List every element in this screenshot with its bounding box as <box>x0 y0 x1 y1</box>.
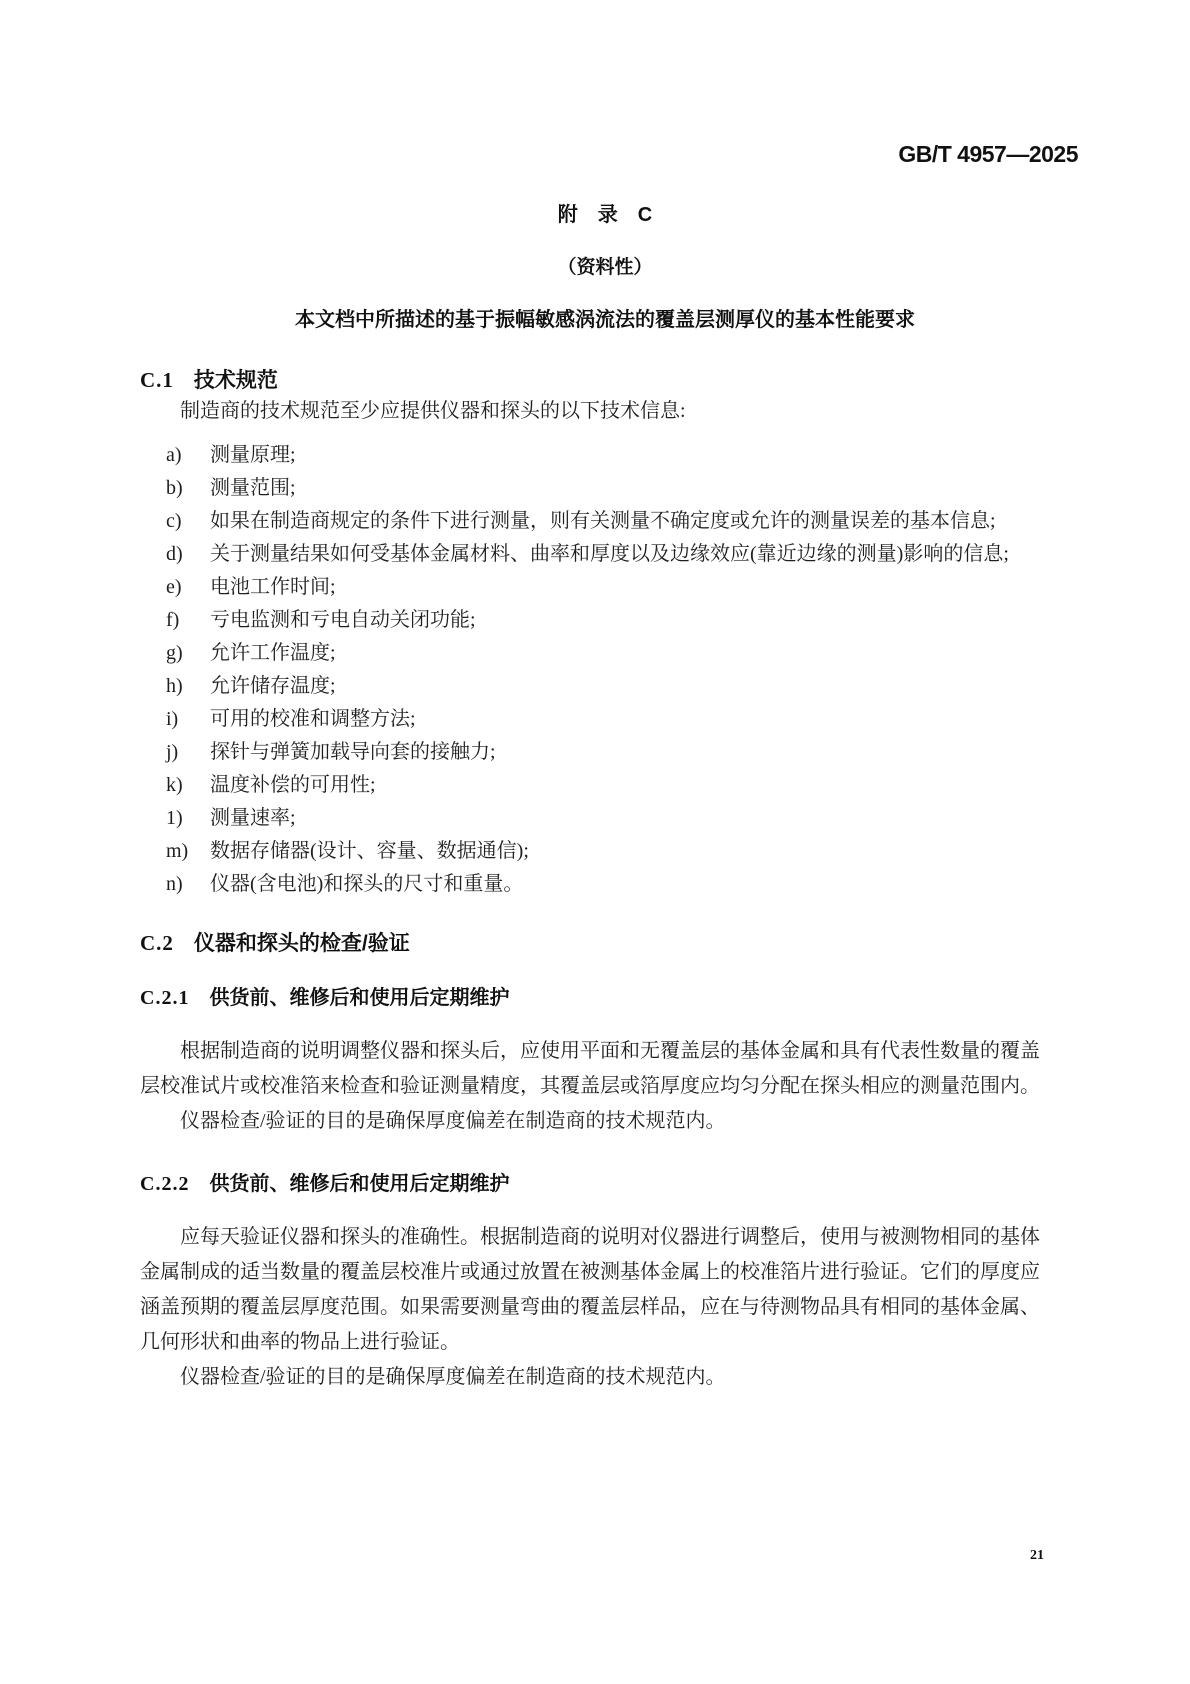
list-item <box>140 637 1070 670</box>
section-c2-number: C.2 <box>140 931 174 955</box>
list-item-label: c) <box>166 510 182 532</box>
list-item-text: 温度补偿的可用性; <box>210 774 376 796</box>
list-item <box>140 604 1070 637</box>
c1-item-list <box>140 439 1070 901</box>
list-item-label: m) <box>166 840 189 862</box>
list-item-label: i) <box>166 708 179 730</box>
list-item-label: a) <box>166 444 182 466</box>
list-item <box>140 439 1070 472</box>
list-item-label: e) <box>166 576 182 598</box>
list-item <box>140 802 1070 835</box>
list-item <box>140 670 1070 703</box>
paragraph-line: 金属制成的适当数量的覆盖层校准片或通过放置在被测基体金属上的校准箔片进行验证。它们的厚度应 <box>140 1261 1040 1283</box>
paragraph-line: 几何形状和曲率的物品上进行验证。 <box>140 1331 460 1353</box>
page-content <box>140 0 1070 1395</box>
c22-paragraph <box>140 1220 1070 1395</box>
list-item-text: 电池工作时间; <box>210 576 336 598</box>
c1-intro: 制造商的技术规范至少应提供仪器和探头的以下技术信息: <box>180 400 686 422</box>
list-item-text: 仪器(含电池)和探头的尺寸和重量。 <box>210 873 524 895</box>
appendix-informative-tag: （资料性） <box>557 257 653 278</box>
section-c22-title: 供货前、维修后和使用后定期维护 <box>209 1173 510 1195</box>
list-item <box>140 538 1070 571</box>
paragraph-line: 仪器检查/验证的目的是确保厚度偏差在制造商的技术规范内。 <box>180 1110 726 1132</box>
list-item <box>140 571 1070 604</box>
list-item-label: b) <box>166 477 183 499</box>
list-item-text: 允许储存温度; <box>210 675 336 697</box>
list-item-text: 关于测量结果如何受基体金属材料、曲率和厚度以及边缘效应(靠近边缘的测量)影响的信息; <box>210 543 1009 565</box>
list-item <box>140 505 1070 538</box>
list-item-text: 可用的校准和调整方法; <box>210 708 416 730</box>
appendix-label: 附 录 C <box>557 204 653 226</box>
section-c21-title: 供货前、维修后和使用后定期维护 <box>209 987 510 1009</box>
section-c1-number: C.1 <box>140 368 174 392</box>
list-item <box>140 472 1070 505</box>
list-item-text: 允许工作温度; <box>210 642 336 664</box>
list-item-label: d) <box>166 543 183 565</box>
section-c2-title: 仪器和探头的检查/验证 <box>193 932 410 955</box>
list-item <box>140 703 1070 736</box>
list-item-label: g) <box>166 642 183 664</box>
list-item <box>140 868 1070 901</box>
section-c2-heading <box>140 927 1070 957</box>
section-c21-number: C.2.1 <box>140 987 190 1009</box>
list-item-text: 测量范围; <box>210 477 296 499</box>
list-item-text: 测量原理; <box>210 444 296 466</box>
list-item-label: k) <box>166 774 183 796</box>
list-item-label: f) <box>166 609 180 631</box>
section-c22-heading <box>140 1167 1070 1196</box>
doc-number: GB/T 4957—2025 <box>898 141 1078 167</box>
section-c1-heading <box>140 364 1070 394</box>
paragraph-line: 涵盖预期的覆盖层厚度范围。如果需要测量弯曲的覆盖层样品，应在与待测物品具有相同的基体金属、 <box>140 1296 1040 1318</box>
paragraph-line: 应每天验证仪器和探头的准确性。根据制造商的说明对仪器进行调整后，使用与被测物相同的基体 <box>180 1226 1040 1248</box>
section-c22-number: C.2.2 <box>140 1173 190 1195</box>
list-item <box>140 769 1070 802</box>
list-item-text: 数据存储器(设计、容量、数据通信); <box>210 840 529 862</box>
list-item-text: 亏电监测和亏电自动关闭功能; <box>210 609 476 631</box>
paragraph-line: 层校准试片或校准箔来检查和验证测量精度，其覆盖层或箔厚度应均匀分配在探头相应的测量范围内。 <box>140 1075 1040 1097</box>
list-item-text: 测量速率; <box>210 807 296 829</box>
section-c1-title: 技术规范 <box>193 369 278 392</box>
list-item <box>140 736 1070 769</box>
paragraph-line: 根据制造商的说明调整仪器和探头后，应使用平面和无覆盖层的基体金属和具有代表性数量的覆盖 <box>180 1040 1040 1062</box>
page-number: 21 <box>1030 1548 1044 1563</box>
appendix-title: 本文档中所描述的基于振幅敏感涡流法的覆盖层测厚仪的基本性能要求 <box>295 309 915 331</box>
list-item-label: h) <box>166 675 183 697</box>
c21-paragraph <box>140 1034 1070 1139</box>
list-item <box>140 835 1070 868</box>
list-item-label: n) <box>166 873 183 895</box>
paragraph-line: 仪器检查/验证的目的是确保厚度偏差在制造商的技术规范内。 <box>180 1366 726 1388</box>
list-item-label: j) <box>166 741 179 763</box>
list-item-text: 如果在制造商规定的条件下进行测量，则有关测量不确定度或允许的测量误差的基本信息; <box>210 510 996 532</box>
section-c21-heading <box>140 981 1070 1010</box>
list-item-label: 1) <box>166 807 183 829</box>
list-item-text: 探针与弹簧加载导向套的接触力; <box>210 741 496 763</box>
